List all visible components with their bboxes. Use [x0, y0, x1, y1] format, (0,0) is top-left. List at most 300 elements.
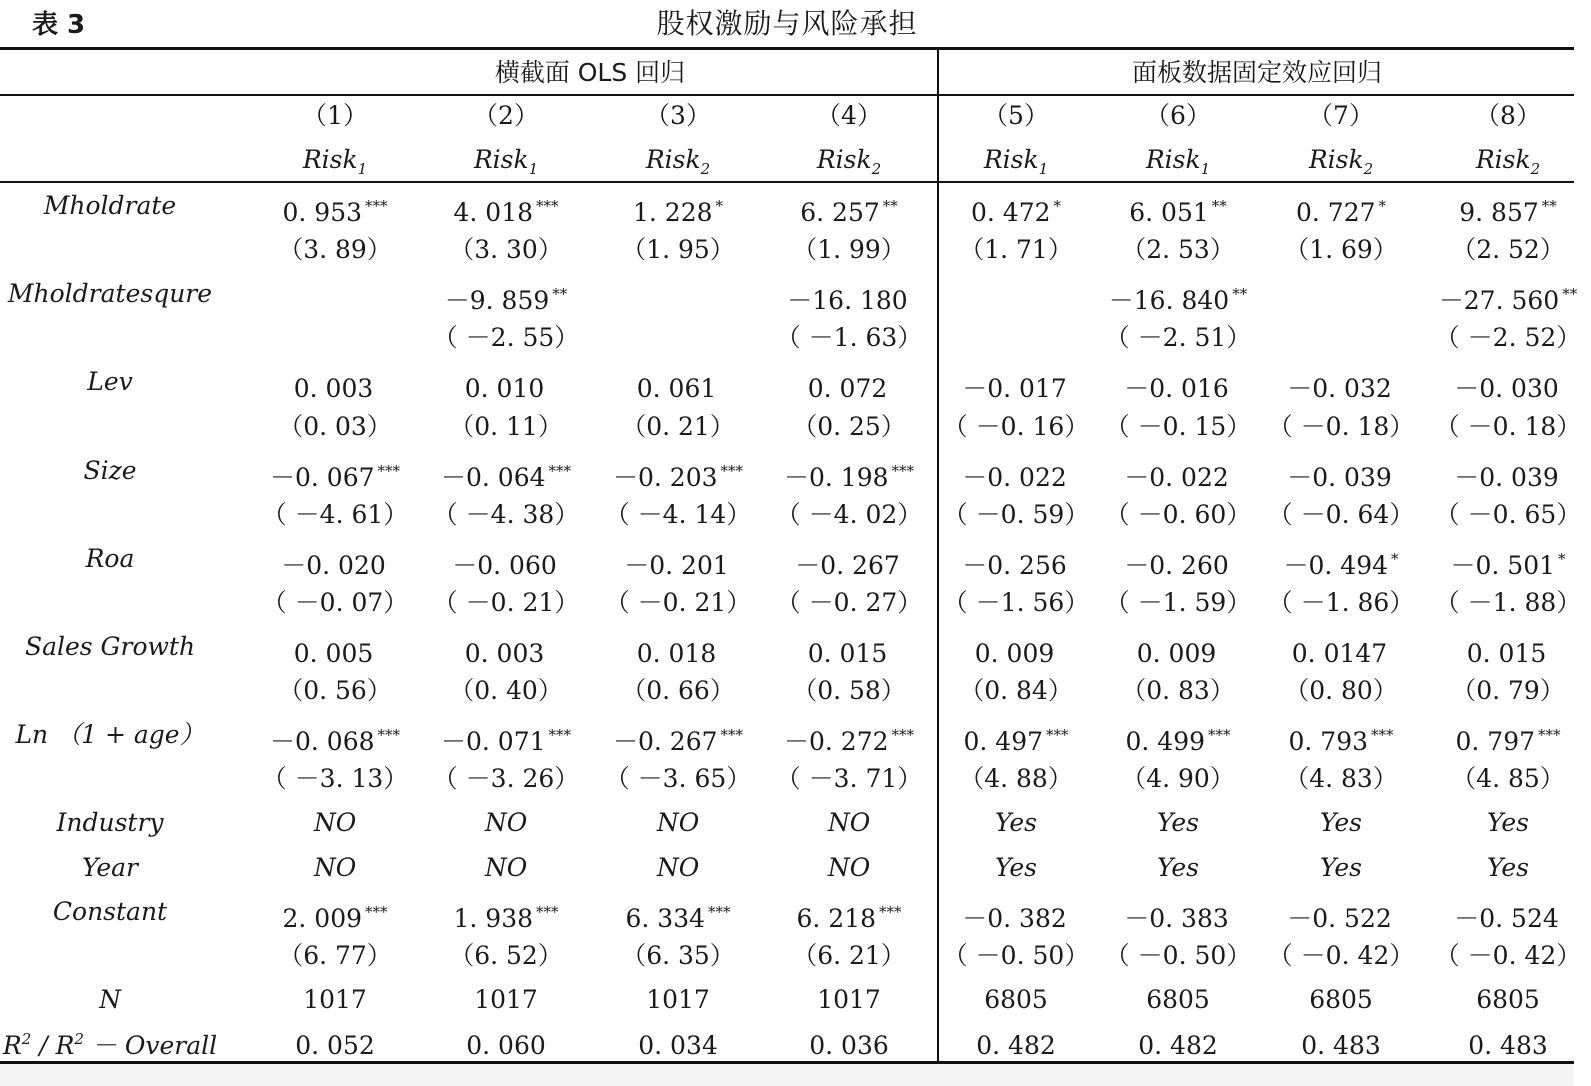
r2-value: 0. 060	[466, 1030, 546, 1060]
constant-coefficient-cell	[1425, 890, 1591, 934]
coefficient-cell-value: 0. 793	[1288, 727, 1369, 757]
coefficient-cell	[252, 360, 418, 404]
n-cell	[252, 978, 418, 1022]
row-label-text: Mholdrate	[43, 191, 177, 220]
coefficient-cell	[1095, 360, 1261, 404]
constant-coefficient-cell	[933, 890, 1099, 934]
t-stat-value: （ －1. 86）	[1267, 587, 1415, 617]
coefficient-cell	[423, 184, 589, 228]
coefficient-cell-stars: *	[1558, 549, 1566, 568]
n-cell	[423, 978, 589, 1022]
coefficient-cell-value: －0. 068	[269, 727, 375, 757]
t-stat-value: （0. 40）	[449, 676, 563, 706]
coefficient-cell-stars: ***	[548, 726, 572, 745]
control-value: Yes	[1157, 808, 1199, 838]
t-stat-cell	[595, 669, 761, 713]
coefficient-cell	[252, 449, 418, 493]
r2-label-base-2: R	[55, 1030, 75, 1060]
coefficient-cell-value: －0. 203	[612, 462, 718, 492]
row-label	[0, 625, 220, 669]
dependent-variable-subscript: 2	[1530, 160, 1541, 178]
column-number-text: （7）	[1308, 101, 1374, 130]
coefficient-cell-stars: ***	[1538, 726, 1561, 745]
r2-value: 0. 482	[976, 1030, 1056, 1060]
t-stat-value: （ －3. 13）	[261, 764, 409, 794]
coefficient-cell-value: －0. 064	[440, 462, 546, 492]
coefficient-cell-value: 0. 472	[970, 198, 1051, 227]
coefficient-cell-value: －0. 071	[440, 727, 546, 757]
coefficient-cell	[933, 360, 1099, 404]
coefficient-cell-stars: ***	[536, 197, 559, 215]
coefficient-cell	[1095, 449, 1261, 493]
coefficient-cell-value: －0. 017	[962, 374, 1067, 404]
coefficient-cell	[1258, 272, 1424, 316]
r2-cell	[766, 1024, 932, 1068]
coefficient-cell-stars: ***	[891, 461, 915, 480]
t-stat-value: （ －4. 02）	[775, 499, 923, 529]
t-stat-value: （ －0. 16）	[942, 411, 1090, 441]
coefficient-cell-value: 1. 228	[632, 198, 713, 227]
coefficient-cell-value: 0. 015	[1466, 639, 1547, 668]
constant-t-stat-cell	[595, 934, 761, 978]
n-value: 1017	[474, 984, 538, 1014]
coefficient-cell-stars: ***	[1046, 726, 1069, 745]
coefficient-cell	[1258, 537, 1424, 581]
constant-t-stat-cell	[1095, 934, 1261, 978]
t-stat-cell	[423, 757, 589, 801]
coefficient-cell-value: －27. 560	[1438, 286, 1560, 316]
coefficient-cell	[423, 713, 589, 757]
coefficient-cell	[595, 713, 761, 757]
t-stat-value: （ －0. 27）	[775, 587, 923, 617]
n-value: 6805	[1476, 984, 1540, 1014]
constant-t-stat-value: （ －0. 50）	[942, 940, 1090, 970]
coefficient-cell	[252, 537, 418, 581]
t-stat-value: （1. 71）	[959, 235, 1073, 265]
dependent-variable-subscript: 1	[1200, 160, 1211, 178]
t-stat-cell	[1425, 405, 1591, 449]
coefficient-cell-value: －0. 060	[452, 550, 557, 580]
coefficient-cell-stars: ***	[377, 461, 401, 480]
t-stat-value: （2. 52）	[1451, 235, 1565, 265]
t-stat-value: （ －4. 14）	[604, 499, 752, 529]
control-value: NO	[656, 808, 700, 838]
t-stat-value: （ －0. 60）	[1104, 499, 1252, 529]
coefficient-cell-stars: *	[1391, 549, 1399, 568]
coefficient-cell	[1258, 360, 1424, 404]
coefficient-cell-value: 0. 003	[464, 639, 545, 668]
coefficient-cell-value: 6. 051	[1129, 198, 1209, 227]
constant-coefficient-cell-value: －0. 524	[1454, 903, 1559, 933]
coefficient-cell	[933, 713, 1099, 757]
t-stat-value: （0. 03）	[278, 411, 392, 441]
coefficient-cell	[933, 184, 1099, 228]
t-stat-cell	[933, 228, 1099, 272]
t-stat-value: （0. 84）	[959, 676, 1073, 706]
control-value: NO	[313, 808, 357, 838]
control-cell	[1425, 846, 1591, 890]
t-stat-value: （ －1. 59）	[1104, 587, 1252, 617]
t-stat-cell	[1425, 316, 1591, 360]
constant-label-text: Constant	[52, 896, 168, 926]
page-bottom-strip	[0, 1064, 1574, 1086]
constant-coefficient-cell-value: 1. 938	[453, 903, 534, 933]
t-stat-cell	[1095, 757, 1261, 801]
dependent-variable-name: Risk	[1145, 145, 1201, 174]
constant-coefficient-cell	[595, 890, 761, 934]
row-label	[0, 713, 220, 757]
t-stat-cell	[1258, 316, 1424, 360]
dependent-variable-name: Risk	[302, 145, 358, 174]
coefficient-cell-value: －0. 494	[1283, 550, 1389, 580]
t-stat-value: （0. 25）	[792, 411, 906, 441]
constant-coefficient-cell	[423, 890, 589, 934]
coefficient-cell	[423, 625, 589, 669]
t-stat-value: （ －3. 71）	[775, 764, 923, 794]
t-stat-value: （ －0. 65）	[1434, 499, 1582, 529]
coefficient-cell-value: 0. 061	[636, 374, 717, 404]
t-stat-cell	[766, 316, 932, 360]
t-stat-cell	[423, 405, 589, 449]
r2-cell	[1425, 1024, 1591, 1068]
control-cell	[1258, 846, 1424, 890]
dependent-variable	[1425, 138, 1591, 182]
coefficient-cell-value: －0. 039	[1454, 462, 1559, 492]
t-stat-value: （3. 30）	[449, 235, 563, 265]
t-stat-cell	[766, 669, 932, 713]
column-number	[1095, 94, 1261, 138]
column-number-text: （1）	[302, 101, 368, 130]
t-stat-cell	[423, 493, 589, 537]
constant-coefficient-cell-value: 6. 218	[796, 903, 877, 933]
constant-t-stat-value: （6. 52）	[449, 940, 563, 970]
t-stat-value: （3. 89）	[278, 235, 392, 265]
row-label	[0, 449, 220, 493]
t-stat-value: （4. 90）	[1121, 764, 1235, 794]
coefficient-cell	[423, 449, 589, 493]
coefficient-cell-value: 4. 018	[453, 198, 534, 227]
constant-coefficient-cell-value: －0. 383	[1124, 903, 1229, 933]
t-stat-value: （ －0. 64）	[1267, 499, 1415, 529]
t-stat-value: （0. 80）	[1284, 676, 1398, 706]
coefficient-cell-value: 0. 018	[636, 639, 717, 668]
constant-t-stat-cell	[766, 934, 932, 978]
control-cell	[766, 846, 932, 890]
t-stat-cell	[595, 757, 761, 801]
t-stat-value: （ －3. 26）	[432, 764, 580, 794]
constant-coefficient-cell	[1095, 890, 1261, 934]
t-stat-value: （ －0. 59）	[942, 499, 1090, 529]
t-stat-value: （ －4. 61）	[261, 499, 409, 529]
column-number-text: （5）	[983, 101, 1049, 130]
coefficient-cell	[423, 360, 589, 404]
column-number-text: （6）	[1145, 101, 1211, 130]
dependent-variable-name: Risk	[473, 145, 529, 174]
t-stat-value: （4. 83）	[1284, 764, 1398, 794]
t-stat-cell	[933, 581, 1099, 625]
coefficient-cell	[1425, 272, 1591, 316]
t-stat-value: （0. 58）	[792, 676, 906, 706]
coefficient-cell-stars: **	[1232, 285, 1248, 304]
constant-t-stat-value: （6. 77）	[278, 940, 392, 970]
control-cell	[423, 801, 589, 845]
n-value: 6805	[1309, 984, 1373, 1014]
t-stat-cell	[1095, 581, 1261, 625]
r2-value: 0. 036	[809, 1030, 889, 1060]
t-stat-cell	[252, 669, 418, 713]
t-stat-value: （ －4. 38）	[432, 499, 580, 529]
coefficient-cell-value: 0. 727	[1295, 198, 1376, 227]
dependent-variable-name: Risk	[645, 145, 701, 174]
coefficient-cell	[1425, 184, 1591, 228]
dependent-variable	[252, 138, 418, 182]
row-label-text: Ln （1 + age）	[15, 720, 205, 750]
coefficient-cell-value: 0. 015	[807, 639, 888, 668]
coefficient-cell	[766, 272, 932, 316]
coefficient-cell-value: －0. 260	[1124, 550, 1229, 580]
coefficient-cell	[252, 272, 418, 316]
t-stat-value: （ －0. 18）	[1267, 411, 1415, 441]
coefficient-cell-value: 0. 009	[974, 639, 1055, 668]
t-stat-value: （ －1. 88）	[1434, 587, 1582, 617]
control-cell	[933, 801, 1099, 845]
t-stat-cell	[1425, 493, 1591, 537]
coefficient-cell	[766, 184, 932, 228]
coefficient-cell-value: －0. 032	[1287, 374, 1392, 404]
coefficient-cell	[423, 537, 589, 581]
coefficient-cell	[1425, 449, 1591, 493]
t-stat-value: （0. 21）	[621, 411, 735, 441]
control-value: Yes	[995, 808, 1037, 838]
t-stat-cell	[1258, 581, 1424, 625]
t-stat-value: （ －1. 63）	[775, 323, 923, 353]
coefficient-cell	[766, 625, 932, 669]
group-label-ols: 横截面 OLS 回归	[494, 58, 686, 87]
t-stat-cell	[766, 581, 932, 625]
control-value: Yes	[1487, 852, 1529, 882]
coefficient-cell-value: 9. 857	[1459, 198, 1539, 227]
r2-value: 0. 483	[1468, 1030, 1548, 1060]
constant-t-stat-value: （6. 35）	[621, 940, 735, 970]
n-cell	[1095, 978, 1261, 1022]
constant-coefficient-cell	[252, 890, 418, 934]
dependent-variable-name: Risk	[816, 145, 872, 174]
dependent-variable-subscript: 2	[1363, 160, 1374, 178]
column-number	[1258, 94, 1424, 138]
coefficient-cell	[1425, 537, 1591, 581]
row-label-text: Mholdratesqure	[7, 279, 213, 309]
t-stat-value: （ －3. 65）	[604, 764, 752, 794]
dependent-variable-subscript: 1	[357, 160, 368, 178]
coefficient-cell-value: －0. 030	[1454, 374, 1559, 404]
coefficient-cell	[766, 713, 932, 757]
row-label	[0, 272, 220, 316]
t-stat-cell	[252, 493, 418, 537]
n-value: 1017	[817, 984, 881, 1014]
t-stat-cell	[933, 669, 1099, 713]
constant-label	[0, 890, 220, 934]
dependent-variable-name: Risk	[1308, 145, 1364, 174]
group-header-ols	[245, 51, 935, 95]
control-value: NO	[827, 852, 871, 882]
constant-coefficient-cell-value: －0. 382	[962, 903, 1067, 933]
column-number	[933, 94, 1099, 138]
coefficient-cell	[595, 184, 761, 228]
coefficient-cell-value: －16. 840	[1108, 286, 1230, 316]
coefficient-cell-value: 0. 0147	[1291, 639, 1388, 668]
constant-t-stat-value: （ －0. 42）	[1267, 940, 1415, 970]
t-stat-cell	[1425, 581, 1591, 625]
coefficient-cell	[595, 625, 761, 669]
coefficient-cell	[252, 625, 418, 669]
t-stat-cell	[933, 757, 1099, 801]
row-label-text: Roa	[85, 543, 135, 573]
coefficient-cell-stars: ***	[1208, 726, 1231, 745]
coefficient-cell-value: －9. 859	[444, 286, 550, 316]
constant-t-stat-value: （ －0. 42）	[1434, 940, 1582, 970]
dependent-variable-name: Risk	[983, 145, 1039, 174]
constant-coefficient-cell	[766, 890, 932, 934]
coefficient-cell-stars: ***	[720, 461, 744, 480]
coefficient-cell-value: 0. 953	[282, 198, 363, 227]
t-stat-cell	[766, 228, 932, 272]
t-stat-value: （ －0. 07）	[261, 587, 409, 617]
coefficient-cell-value: －0. 267	[795, 550, 900, 580]
t-stat-cell	[1425, 228, 1591, 272]
t-stat-cell	[423, 228, 589, 272]
t-stat-cell	[1258, 405, 1424, 449]
coefficient-cell-stars: **	[1541, 197, 1557, 215]
r2-label-sup: 2	[21, 1029, 32, 1048]
t-stat-value: （ －2. 52）	[1434, 323, 1582, 353]
t-stat-value: （4. 85）	[1451, 764, 1565, 794]
coefficient-cell	[1095, 537, 1261, 581]
t-stat-cell	[252, 316, 418, 360]
control-cell	[933, 846, 1099, 890]
dependent-variable-subscript: 1	[1038, 160, 1049, 178]
constant-t-stat-cell	[933, 934, 1099, 978]
coefficient-cell	[252, 184, 418, 228]
n-label	[0, 978, 220, 1022]
r2-value: 0. 034	[638, 1030, 718, 1060]
coefficient-cell	[1095, 625, 1261, 669]
t-stat-cell	[766, 493, 932, 537]
r2-value: 0. 483	[1301, 1030, 1381, 1060]
coefficient-cell-value: －0. 501	[1450, 550, 1556, 580]
control-row-label-text: Year	[82, 852, 138, 882]
t-stat-value: （2. 53）	[1121, 235, 1235, 265]
coefficient-cell	[1095, 184, 1261, 228]
control-value: NO	[656, 852, 700, 882]
t-stat-value: （ －0. 21）	[604, 587, 752, 617]
control-value: Yes	[1487, 808, 1529, 838]
n-cell	[1425, 978, 1591, 1022]
r2-value: 0. 052	[295, 1030, 375, 1060]
control-row-label	[0, 801, 220, 845]
coefficient-cell-value: －0. 067	[269, 462, 375, 492]
constant-coefficient-cell-stars: ***	[708, 902, 731, 921]
coefficient-cell-value: －16. 180	[787, 286, 908, 316]
r2-cell	[933, 1024, 1099, 1068]
table-title: 股权激励与风险承担	[656, 7, 918, 40]
coefficient-cell-stars: ***	[548, 461, 572, 480]
coefficient-cell	[933, 537, 1099, 581]
coefficient-cell	[1425, 625, 1591, 669]
dependent-variable	[1095, 138, 1261, 182]
control-value: Yes	[1320, 852, 1362, 882]
coefficient-cell-stars: **	[552, 285, 568, 304]
control-cell	[766, 801, 932, 845]
coefficient-cell	[252, 713, 418, 757]
r2-cell	[1258, 1024, 1424, 1068]
t-stat-cell	[1425, 757, 1591, 801]
dependent-variable-subscript: 2	[700, 160, 711, 178]
t-stat-cell	[252, 228, 418, 272]
t-stat-value: （1. 69）	[1284, 235, 1398, 265]
coefficient-cell	[1095, 713, 1261, 757]
coefficient-cell-stars: ***	[891, 726, 915, 745]
coefficient-cell-value: －0. 256	[962, 550, 1067, 580]
coefficient-cell	[1425, 360, 1591, 404]
n-value: 6805	[984, 984, 1048, 1014]
coefficient-cell	[595, 272, 761, 316]
coefficient-cell-value: －0. 016	[1124, 374, 1229, 404]
r2-cell	[252, 1024, 418, 1068]
t-stat-cell	[423, 316, 589, 360]
coefficient-cell	[766, 360, 932, 404]
t-stat-value: （ －0. 18）	[1434, 411, 1582, 441]
coefficient-cell-value: 0. 072	[807, 374, 888, 404]
coefficient-cell	[423, 272, 589, 316]
control-cell	[1095, 801, 1261, 845]
t-stat-cell	[595, 581, 761, 625]
coefficient-cell	[933, 272, 1099, 316]
coefficient-cell	[1425, 713, 1591, 757]
dependent-variable-subscript: 1	[528, 160, 539, 178]
coefficient-cell	[595, 449, 761, 493]
r2-label-sup-2: 2	[74, 1029, 84, 1048]
constant-coefficient-cell-value: 2. 009	[282, 903, 363, 933]
constant-t-stat-cell	[1258, 934, 1424, 978]
n-cell	[595, 978, 761, 1022]
coefficient-cell	[933, 625, 1099, 669]
n-label-text: N	[99, 984, 121, 1014]
r2-label-suffix: － Overall	[83, 1030, 218, 1060]
column-number	[423, 94, 589, 138]
coefficient-cell-value: 0. 797	[1455, 727, 1536, 757]
n-value: 6805	[1146, 984, 1210, 1014]
coefficient-cell	[1258, 184, 1424, 228]
coefficient-cell-value: 0. 010	[464, 374, 545, 404]
control-cell	[252, 846, 418, 890]
t-stat-value: （4. 88）	[959, 764, 1073, 794]
column-number	[595, 94, 761, 138]
constant-t-stat-value: （6. 21）	[792, 940, 906, 970]
control-cell	[595, 846, 761, 890]
coefficient-cell-value: －0. 020	[281, 550, 386, 580]
t-stat-cell	[933, 316, 1099, 360]
t-stat-cell	[1095, 405, 1261, 449]
coefficient-cell-value: －0. 272	[783, 727, 889, 757]
row-label-text: Sales Growth	[24, 632, 196, 661]
control-cell	[1095, 846, 1261, 890]
coefficient-cell-value: 0. 499	[1125, 727, 1206, 757]
t-stat-cell	[1258, 669, 1424, 713]
t-stat-cell	[933, 405, 1099, 449]
r2-value: 0. 482	[1138, 1030, 1218, 1060]
control-value: NO	[484, 852, 528, 882]
r2-label-sep: /	[31, 1030, 56, 1060]
